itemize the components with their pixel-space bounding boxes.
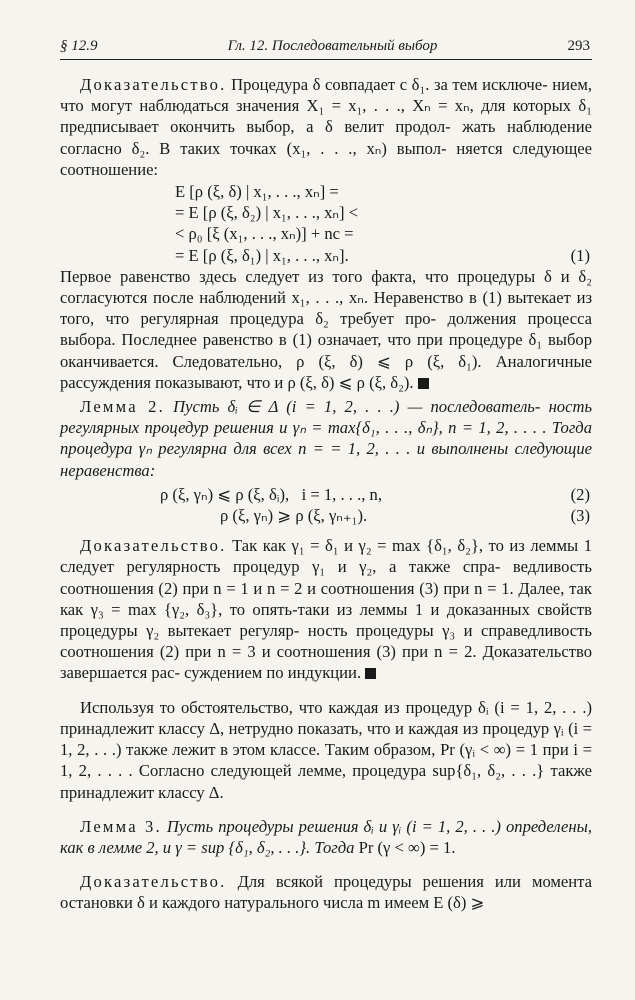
equation-block-2 <box>60 484 592 526</box>
equation-line: < ρ₀ [ξ (x₁, . . ., xₙ)] + nc = <box>175 224 354 244</box>
text-line: что при процедуре δ₁ выбор оканчивается. Следовательно, <box>60 330 592 371</box>
text-line: Первое равенство здесь следует из того факта, что процедуры δ <box>60 266 552 286</box>
equation-line: ρ (ξ, γₙ) ⩾ ρ (ξ, γₙ₊₁). (3) <box>220 506 590 526</box>
text-line: n = 1, 2, . . . . Тогда процедура γₙ регулярна для всех n = <box>60 418 592 459</box>
running-header <box>60 38 592 60</box>
lemma-3-statement <box>60 816 592 858</box>
text-line: при n = 1. Далее, так как γ₃ = max {γ₂, δ₃}, то опять-таки из <box>60 578 592 619</box>
proof-3-paragraph <box>60 871 592 913</box>
qed-square-icon <box>418 378 429 389</box>
text-line: определены, как в лемме 2, и γ = sup {δ₁, δ₂, . . .}. Тогда <box>60 816 592 857</box>
proof-1-continuation <box>60 266 592 393</box>
text-line: и ρ (ξ, δ) ⩽ ρ (ξ, δ₂). <box>274 372 414 392</box>
equation-line: ρ (ξ, γₙ) ⩽ ρ (ξ, δᵢ), i = 1, . . ., n, (2) <box>160 484 590 504</box>
text-line: нием, что могут наблюдаться значения X₁ = x₁, . . ., Xₙ = xₙ, <box>60 75 593 116</box>
text-line: леммы 1 следует регулярность процедур γ₁ и γ₂, а также спра- <box>60 536 593 577</box>
text-line: должения процесса выбора. Последнее равенство в (1) означает, <box>60 309 593 350</box>
text-line: остановки δ и каждого натурального числа m имеем E (δ) ⩾ <box>60 893 485 913</box>
text-line: (i = 1, 2, . . .) принадлежит классу Δ, нетрудно показать, что <box>60 697 592 738</box>
text-line: Для всякой процедуры решения или момента <box>237 872 593 892</box>
proof-label: Доказательство. <box>80 536 227 556</box>
text-line: и каждая из процедур γᵢ (i = 1, 2, . . .) также лежит в этом <box>60 718 592 760</box>
proof-1-paragraph <box>60 74 592 180</box>
chapter-title: Гл. 12. Последовательный выбор <box>227 38 438 54</box>
lemma-2-statement <box>60 396 592 481</box>
text-line: ность процедуры γ₃ и справедливость соотношения (2) при n = 3 <box>60 621 592 662</box>
text-line: жать наблюдение согласно δ₂. В таких точках (x₁, . . ., xₙ) выпол- <box>60 117 592 158</box>
text-line: ность регулярных процедур решения и γₙ = max{δ₁, . . ., δₙ}, <box>60 397 592 438</box>
proof-label: Доказательство. <box>80 75 227 94</box>
lemma-label: Лемма 2. <box>80 397 165 417</box>
text-line: леммы 1 и доказанных свойств процедуры γ₂ вытекает регуляр- <box>60 599 592 641</box>
proof-label: Доказательство. <box>80 872 227 892</box>
equation-block-1 <box>60 181 592 266</box>
text-line: принадлежит классу Δ. <box>60 782 224 802</box>
text-line: классе. Таким образом, Pr (γᵢ < ∞) = 1 при i = 1, 2, . . . . <box>60 740 592 781</box>
text-line: в (1) вытекает из того, что регулярная процедура δ₂ требует про- <box>60 288 593 329</box>
text-line: и соотношения (3) при n = 2. Доказательство завершается рас- <box>60 642 593 683</box>
text-line: ρ (ξ, δ) ⩽ ρ (ξ, δ₁). Аналогичные рассуждения показывают, что <box>60 351 592 392</box>
text-line: и δ₂ согласуются после наблюдений x₁, . . ., xₙ. Неравенство <box>60 266 592 308</box>
page-number: 293 <box>567 38 590 54</box>
text-line: Согласно следующей лемме, процедура sup{δ₁, δ₂, . . .} также <box>138 761 592 781</box>
text-line: ведливость соотношения (2) при n = 1 и n = 2 и соотношения (3) <box>60 557 592 598</box>
text-line: няется следующее соотношение: <box>60 138 592 179</box>
equation-number: (2) <box>570 484 590 504</box>
text-line: Пусть δᵢ ∈ Δ (i = 1, 2, . . .) — последователь- <box>173 397 541 417</box>
text-line: Так как γ₁ = δ₁ и γ₂ = max {δ₁, δ₂}, то из <box>232 536 525 556</box>
section-number: § 12.9 <box>60 38 98 54</box>
equation-line: = E [ρ (ξ, δ₁) | x₁, . . ., xₙ]. (1) <box>175 245 590 265</box>
text-line: Пусть процедуры решения δᵢ и γᵢ (i = 1, 2, . . .) <box>166 816 501 836</box>
text-line: для которых δ₁ предписывает окончить выбор, а δ велит продол- <box>60 96 592 137</box>
paragraph-3 <box>60 697 592 803</box>
equation-number: (1) <box>570 245 590 265</box>
equation-line: E [ρ (ξ, δ) | x₁, . . ., xₙ] = <box>175 182 339 202</box>
text-line: Используя то обстоятельство, что каждая из процедур δᵢ <box>80 697 489 717</box>
proof-2-paragraph <box>60 535 592 683</box>
lemma-label: Лемма 3. <box>80 816 162 836</box>
text-line: суждением по индукции. <box>184 663 362 683</box>
text-line: Pr (γ < ∞) = 1. <box>358 837 456 857</box>
text-line: Процедура δ совпадает с δ₁. за тем исключе- <box>231 75 548 94</box>
qed-square-icon <box>365 668 376 679</box>
text-line: = 1, 2, . . . и выполнены следующие неравенства: <box>60 439 592 480</box>
equation-line: = E [ρ (ξ, δ₂) | x₁, . . ., xₙ] < <box>175 203 359 223</box>
equation-number: (3) <box>570 506 590 526</box>
